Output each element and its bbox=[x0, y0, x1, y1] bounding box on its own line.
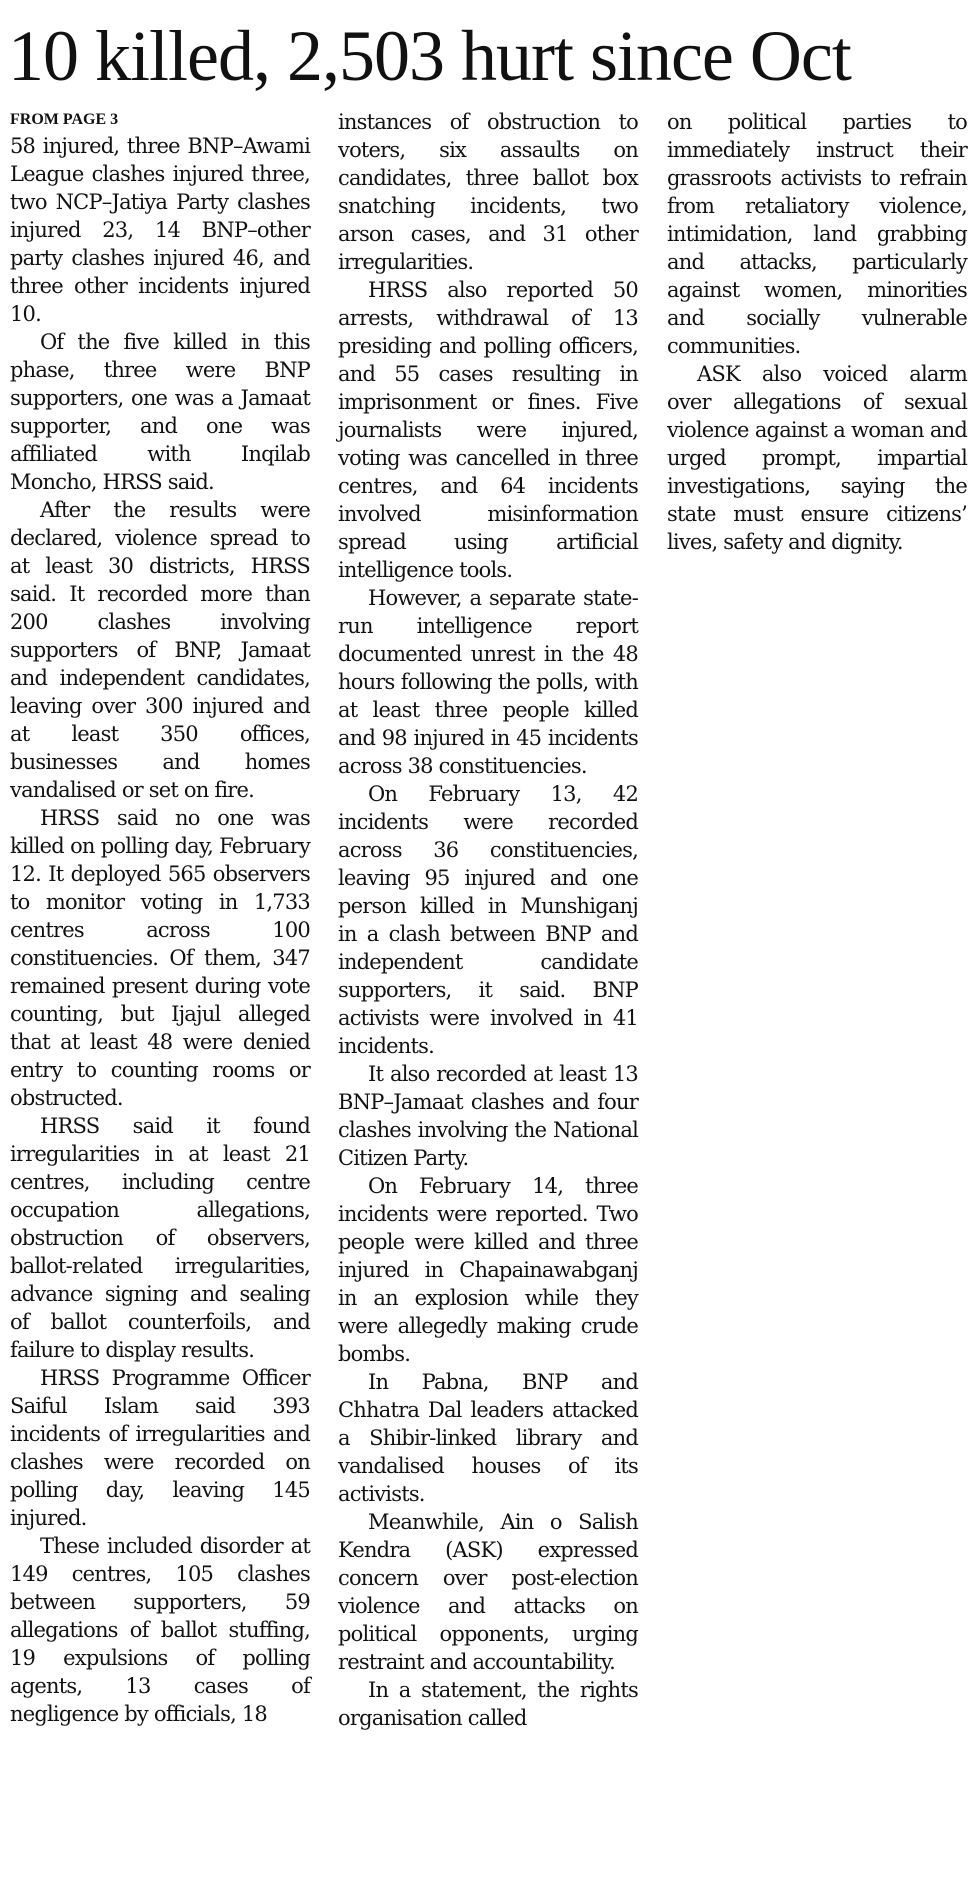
paragraph: On February 13, 42 incidents were recorded across 36 constituencies, leaving 95 injured and one person killed in Munshiganj in a clash between BNP and independent candidate supporters, it said. BNP activists were involved in 41 incidents. bbox=[338, 782, 638, 1058]
continued-from-label: FROM PAGE 3 bbox=[10, 111, 119, 128]
paragraph: HRSS Programme Officer Saiful Islam said 393 incidents of irregularities and clashes were recorded on polling day, leaving 145 injured. bbox=[10, 1366, 310, 1530]
paragraph: ASK also voiced alarm over allegations of sexual violence against a woman and urged prompt, impartial investigations, saying the state must ensure citizens’ lives, safety and dignity. bbox=[667, 362, 967, 554]
paragraph: After the results were declared, violence spread to at least 30 districts, HRSS said. It recorded more than 200 clashes involving supporters of BNP, Jamaat and independent candidates, leaving over 300 injured and at least 350 offices, businesses and homes vandalised or set on fire. bbox=[10, 498, 310, 802]
paragraph: These included disorder at 149 centres, 105 clashes between supporters, 59 allegations of ballot stuffing, 19 expulsions of polling agents, 13 cases of negligence by officials, 18 bbox=[10, 1534, 310, 1726]
paragraph: HRSS said no one was killed on polling day, February 12. It deployed 565 observers to monitor voting in 1,733 centres across 100 constituencies. Of them, 347 remained present during vote counting, but Ijajul alleged that at least 48 were denied entry to counting rooms or obstructed. bbox=[10, 806, 310, 1110]
paragraph: 58 injured, three BNP–Awami League clashes injured three, two NCP–Jatiya Party clashes injured 23, 14 BNP–other party clashes injured 46, and three other incidents injured 10. bbox=[10, 134, 310, 326]
paragraph: In Pabna, BNP and Chhatra Dal leaders attacked a Shibir-linked library and vandalised houses of its activists. bbox=[338, 1370, 638, 1506]
paragraph: HRSS said it found irregularities in at least 21 centres, including centre occupation allegations, obstruction of observers, ballot-related irregularities, advance signing and sealing of ballot counterfoils, and failure to display results. bbox=[10, 1114, 310, 1362]
paragraph: In a statement, the rights organisation called bbox=[338, 1678, 638, 1730]
paragraph: HRSS also reported 50 arrests, withdrawal of 13 presiding and polling officers, and 55 cases resulting in imprisonment or fines. Five journalists were injured, voting was cancelled in three centres, and 64 incidents involved misinformation spread using artificial intelligence tools. bbox=[338, 278, 638, 582]
paragraph: It also recorded at least 13 BNP–Jamaat clashes and four clashes involving the National Citizen Party. bbox=[338, 1062, 638, 1170]
paragraph: On February 14, three incidents were reported. Two people were killed and three injured in Chapainawabganj in an explosion while they were allegedly making crude bombs. bbox=[338, 1174, 638, 1366]
paragraph: instances of obstruction to voters, six assaults on candidates, three ballot box snatching incidents, two arson cases, and 31 other irregularities. bbox=[338, 110, 638, 274]
paragraph: Of the five killed in this phase, three were BNP supporters, one was a Jamaat supporter, and one was affiliated with Inqilab Moncho, HRSS said. bbox=[10, 330, 310, 494]
article-column-2 bbox=[338, 108, 638, 1732]
article-column-1 bbox=[10, 108, 310, 1728]
paragraph: on political parties to immediately instruct their grassroots activists to refrain from retaliatory violence, intimidation, land grabbing and attacks, particularly against women, minorities and socially vulnerable communities. bbox=[667, 110, 967, 358]
paragraph: Meanwhile, Ain o Salish Kendra (ASK) expressed concern over post-election violence and attacks on political opponents, urging restraint and accountability. bbox=[338, 1510, 638, 1674]
article-column-3 bbox=[667, 108, 967, 556]
headline: 10 killed, 2,503 hurt since Oct bbox=[8, 16, 851, 96]
paragraph: However, a separate state-run intelligence report documented unrest in the 48 hours following the polls, with at least three people killed and 98 injured in 45 incidents across 38 constituencies. bbox=[338, 586, 638, 778]
